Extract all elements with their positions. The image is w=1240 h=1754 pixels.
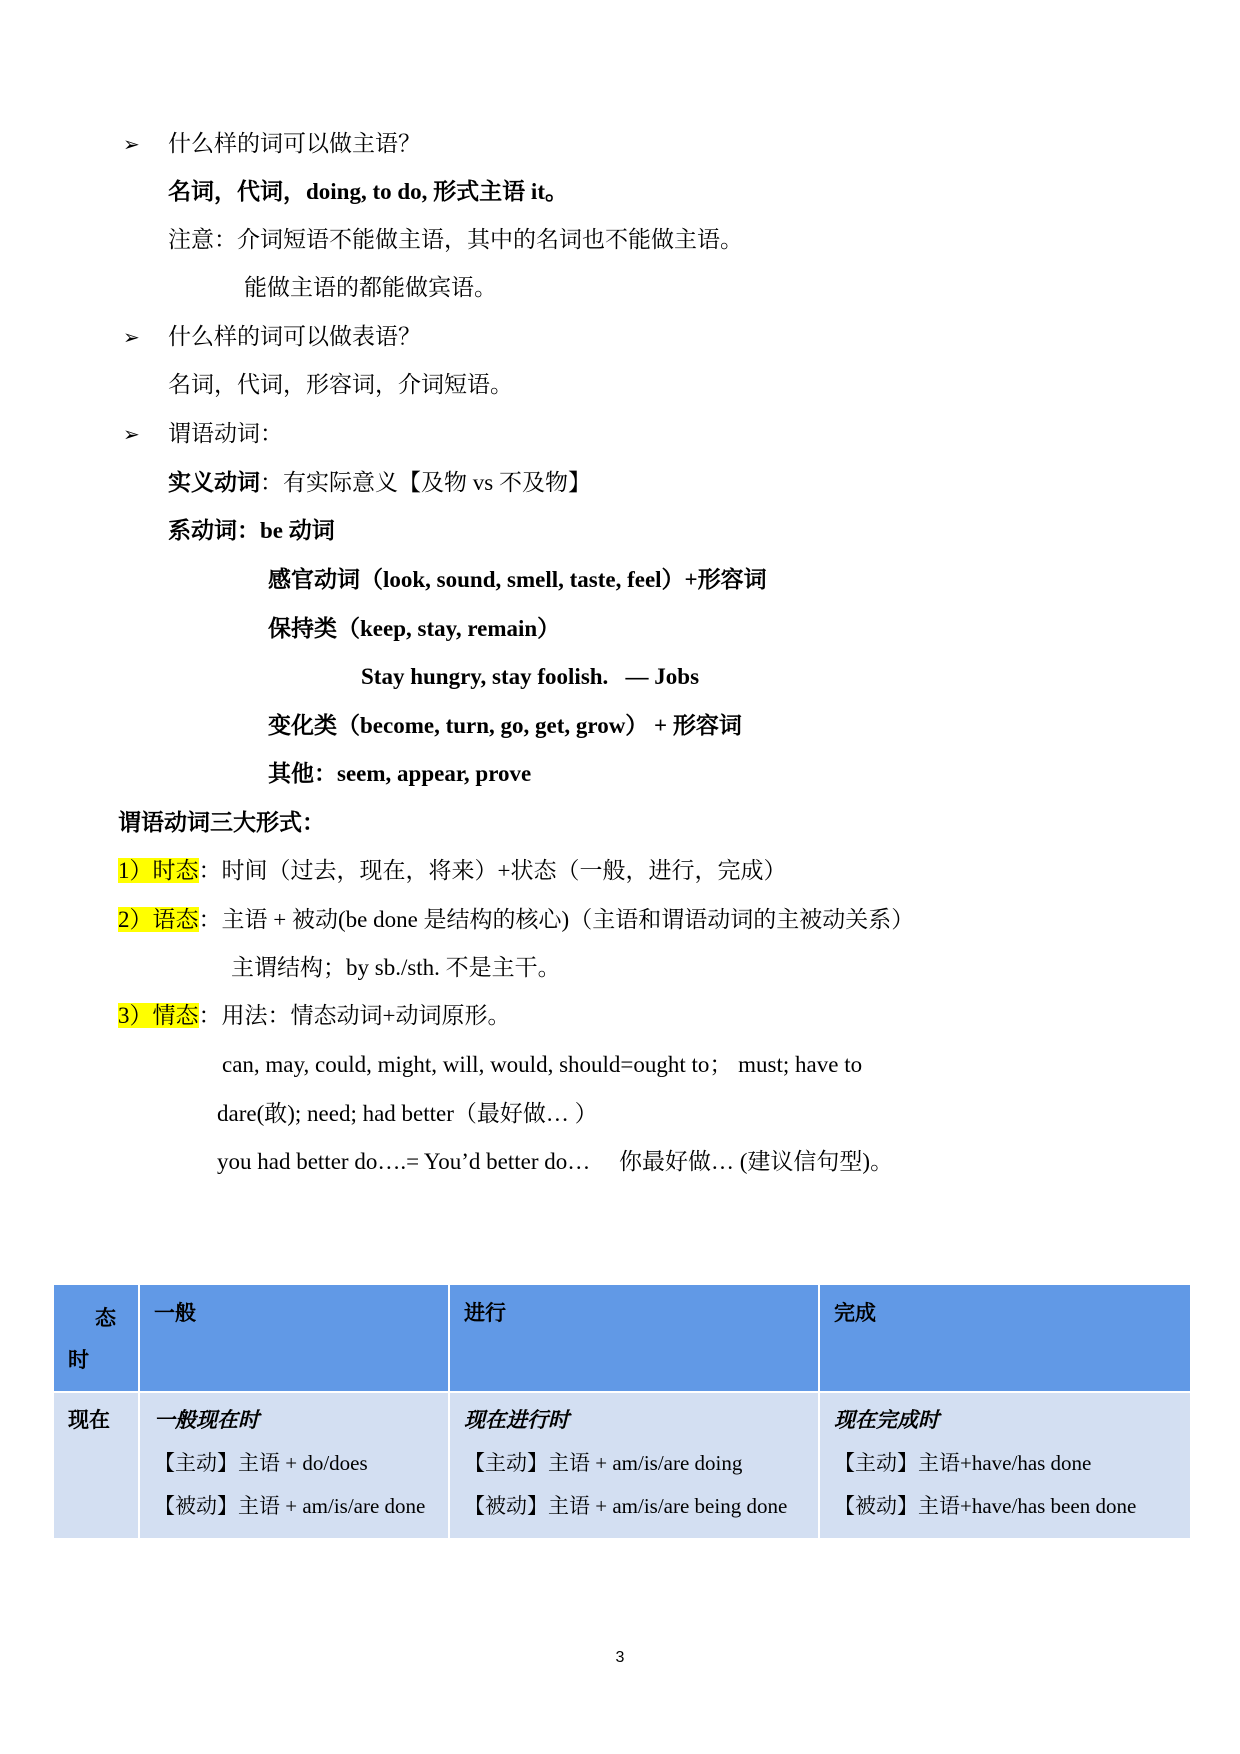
note-text-1: 介词短语不能做主语，其中的名词也不能做主语。 [237,227,743,252]
tense-table [52,1283,1192,1540]
notional-verbs [168,468,591,498]
modal-text: ：用法：情态动词+动词原形。 [198,1003,511,1028]
table-header-row [53,1284,1191,1392]
header-progressive: 进行 [449,1284,819,1392]
subject-note-2: 能做主语的都能做宾语。 [244,275,497,300]
cell-active: 【主动】主语 + am/is/are doing [464,1451,743,1475]
cell-passive: 【被动】主语+have/has been done [834,1494,1137,1518]
bullet-icon: ➢ [123,422,140,446]
subject-note [168,225,743,255]
modal-label: 3）情态 [118,1003,199,1028]
predicative-answer: 名词，代词，形容词，介词短语。 [168,372,513,397]
page-number: 3 [615,1649,625,1666]
bullet-icon: ➢ [123,325,140,349]
tense-line [118,856,786,886]
notional-label: 实义动词 [168,470,260,495]
verbs-heading: 谓语动词： [168,421,283,446]
jobs-quote: Stay hungry, stay foolish. — Jobs [361,664,700,689]
three-forms-heading: 谓语动词三大形式： [118,810,325,835]
voice-label: 2）语态 [118,907,199,932]
bullet-icon: ➢ [123,132,140,156]
table-cell [449,1392,819,1539]
corner-tense: 时 [68,1348,89,1372]
note-label: 注意： [168,227,237,252]
linking-verbs [168,516,335,546]
predicative-question: 什么样的词可以做表语？ [168,324,421,349]
change-verbs: 变化类（become, turn, go, get, grow） + 形容词 [268,713,742,738]
linking-label: 系动词 [168,518,237,543]
sense-verbs: 感官动词（look, sound, smell, taste, feel）+形容词 [268,567,767,592]
row-label: 现在 [53,1392,139,1539]
keep-verbs: 保持类（keep, stay, remain） [268,616,561,641]
table-cell [139,1392,449,1539]
cell-title: 现在进行时 [464,1408,569,1432]
corner-voice: 态 [95,1306,116,1330]
modal-line [118,1001,510,1031]
table-cell [819,1392,1191,1539]
cell-active: 【主动】主语+have/has done [834,1451,1092,1475]
subject-answer: 名词，代词，doing, to do, 形式主语 it。 [168,179,568,204]
linking-text: ：be 动词 [237,518,335,543]
header-simple: 一般 [139,1284,449,1392]
modal-list-2: dare(敢); need; had better（最好做… ） [217,1101,598,1126]
subject-question: 什么样的词可以做主语？ [168,131,421,156]
voice-note: 主谓结构；by sb./sth. 不是主干。 [231,955,561,980]
table-corner-cell [53,1284,139,1392]
other-verbs: 其他：seem, appear, prove [268,761,532,786]
tense-text: ：时间（过去，现在，将来）+状态（一般，进行，完成） [198,858,787,883]
modal-example: you had better do….= You’d better do… 你最好做… (建议信句型)。 [217,1149,894,1174]
header-perfect: 完成 [819,1284,1191,1392]
cell-title: 一般现在时 [154,1408,259,1432]
tense-label: 1）时态 [118,858,199,883]
cell-passive: 【被动】主语 + am/is/are being done [464,1494,788,1518]
voice-text: ：主语 + 被动(be done 是结构的核心)（主语和谓语动词的主被动关系） [198,907,915,932]
cell-passive: 【被动】主语 + am/is/are done [154,1494,426,1518]
voice-line [118,905,914,935]
cell-active: 【主动】主语 + do/does [154,1451,368,1475]
cell-title: 现在完成时 [834,1408,939,1432]
table-row [53,1392,1191,1539]
modal-list-1: can, may, could, might, will, would, should=ought to； must; have to [222,1052,863,1077]
notional-text: ：有实际意义【及物 vs 不及物】 [260,470,591,495]
